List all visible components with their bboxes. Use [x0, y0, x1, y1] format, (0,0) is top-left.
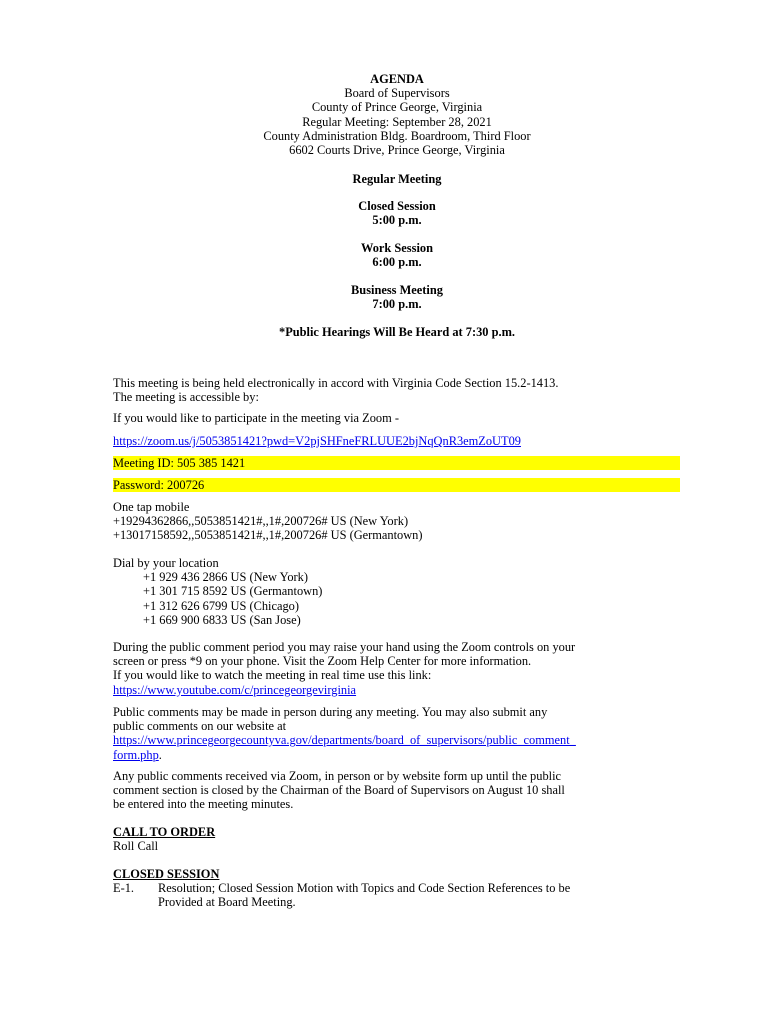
closed-session-heading: CLOSED SESSION — [113, 867, 220, 881]
item-text-line2: Provided at Board Meeting. — [158, 895, 296, 910]
roll-call: Roll Call — [113, 839, 159, 854]
call-to-order-heading: CALL TO ORDER — [113, 825, 216, 839]
dial-number: +1 929 436 2866 US (New York) — [143, 570, 308, 585]
comment-p2-line2: public comments on our website at — [113, 719, 287, 734]
comment-form-link-line2 — [113, 748, 693, 762]
one-tap-mobile — [113, 500, 693, 543]
business-meeting-time: 7:00 p.m. — [372, 297, 422, 312]
work-session-time: 6:00 p.m. — [372, 255, 422, 270]
public-comment-paragraph-2 — [113, 705, 693, 762]
county-name: County of Prince George, Virginia — [311, 100, 483, 115]
comment-p1-line1: During the public comment period you may raise your hand using the Zoom controls on your — [113, 640, 576, 654]
youtube-link[interactable]: https://www.youtube.com/c/princegeorgevirginia — [113, 682, 357, 697]
comment-p2-line1: Public comments may be made in person during any meeting. You may also submit any — [113, 705, 548, 719]
zoom-intro-text: If you would like to participate in the meeting via Zoom - — [113, 411, 399, 425]
closed-session-block — [0, 199, 770, 227]
public-hearings-text: *Public Hearings Will Be Heard at 7:30 p.m. — [279, 325, 515, 339]
meeting-id-row — [113, 456, 693, 470]
electronic-meeting-notice — [113, 376, 693, 404]
meeting-location: County Administration Bldg. Boardroom, Third Floor — [263, 128, 531, 143]
public-comment-paragraph-3 — [113, 769, 693, 812]
one-tap-ny: +19294362866,,5053851421#,,1#,200726# US (New York) — [113, 514, 409, 529]
comment-p1-line2: screen or press *9 on your phone. Visit the Zoom Help Center for more information. — [113, 654, 532, 669]
public-comment-paragraph-1 — [113, 640, 693, 697]
business-meeting-block — [0, 283, 770, 311]
dial-title: Dial by your location — [113, 556, 219, 570]
work-session-block — [0, 241, 770, 269]
comment-p1-line3: If you would like to watch the meeting in real time use this link: — [113, 668, 432, 683]
meeting-date: Regular Meeting: September 28, 2021 — [302, 114, 492, 129]
board-name: Board of Supervisors — [344, 86, 450, 101]
comment-form-period: . — [158, 747, 162, 762]
zoom-link[interactable]: https://zoom.us/j/5053851421?pwd=V2pjSHFneFRLUUE2bjNqQnR3emZoUT09 — [113, 434, 521, 448]
dial-number: +1 301 715 8592 US (Germantown) — [143, 584, 323, 599]
business-meeting-title: Business Meeting — [351, 283, 443, 297]
one-tap-title: One tap mobile — [113, 500, 190, 514]
regular-meeting-heading — [0, 172, 770, 186]
meeting-id: Meeting ID: 505 385 1421 — [113, 456, 680, 470]
call-to-order-section — [113, 825, 693, 853]
one-tap-germantown: +13017158592,,5053851421#,,1#,200726# US (Germantown) — [113, 528, 423, 543]
zoom-link-row — [113, 434, 693, 448]
dial-number: +1 312 626 6799 US (Chicago) — [143, 598, 300, 613]
work-session-title: Work Session — [361, 241, 433, 255]
comment-p3-line2: comment section is closed by the Chairman of the Board of Supervisors on August 10 shall — [113, 783, 565, 798]
dial-number: +1 669 900 6833 US (San Jose) — [143, 612, 301, 627]
comment-p3-line1: Any public comments received via Zoom, in person or by website form up until the public — [113, 769, 562, 783]
item-text-line1: Resolution; Closed Session Motion with Topics and Code Section References to be — [158, 881, 571, 896]
meeting-password: Password: 200726 — [113, 478, 680, 492]
agenda-item-e1 — [113, 881, 693, 895]
closed-session-title: Closed Session — [358, 199, 436, 213]
regular-meeting-label: Regular Meeting — [352, 172, 442, 186]
dial-by-location — [113, 556, 693, 627]
comment-form-link-part2[interactable]: form.php — [113, 747, 159, 762]
agenda-header — [0, 72, 770, 157]
comment-form-link-part1[interactable]: https://www.princegeorgecountyva.gov/departments/board_of_supervisors/public_comment_ — [113, 733, 576, 748]
comment-p3-line3: be entered into the meeting minutes. — [113, 797, 294, 812]
public-hearings-note — [0, 325, 770, 339]
electronic-line-1: This meeting is being held electronically in accord with Virginia Code Section 15.2-1413. — [113, 376, 559, 390]
password-row — [113, 478, 693, 492]
closed-session-section — [113, 867, 693, 910]
closed-session-time: 5:00 p.m. — [372, 213, 422, 228]
agenda-title: AGENDA — [370, 72, 424, 86]
meeting-address: 6602 Courts Drive, Prince George, Virginia — [289, 143, 505, 158]
electronic-line-2: The meeting is accessible by: — [113, 390, 259, 405]
zoom-intro — [113, 411, 693, 425]
item-number: E-1. — [113, 881, 134, 896]
